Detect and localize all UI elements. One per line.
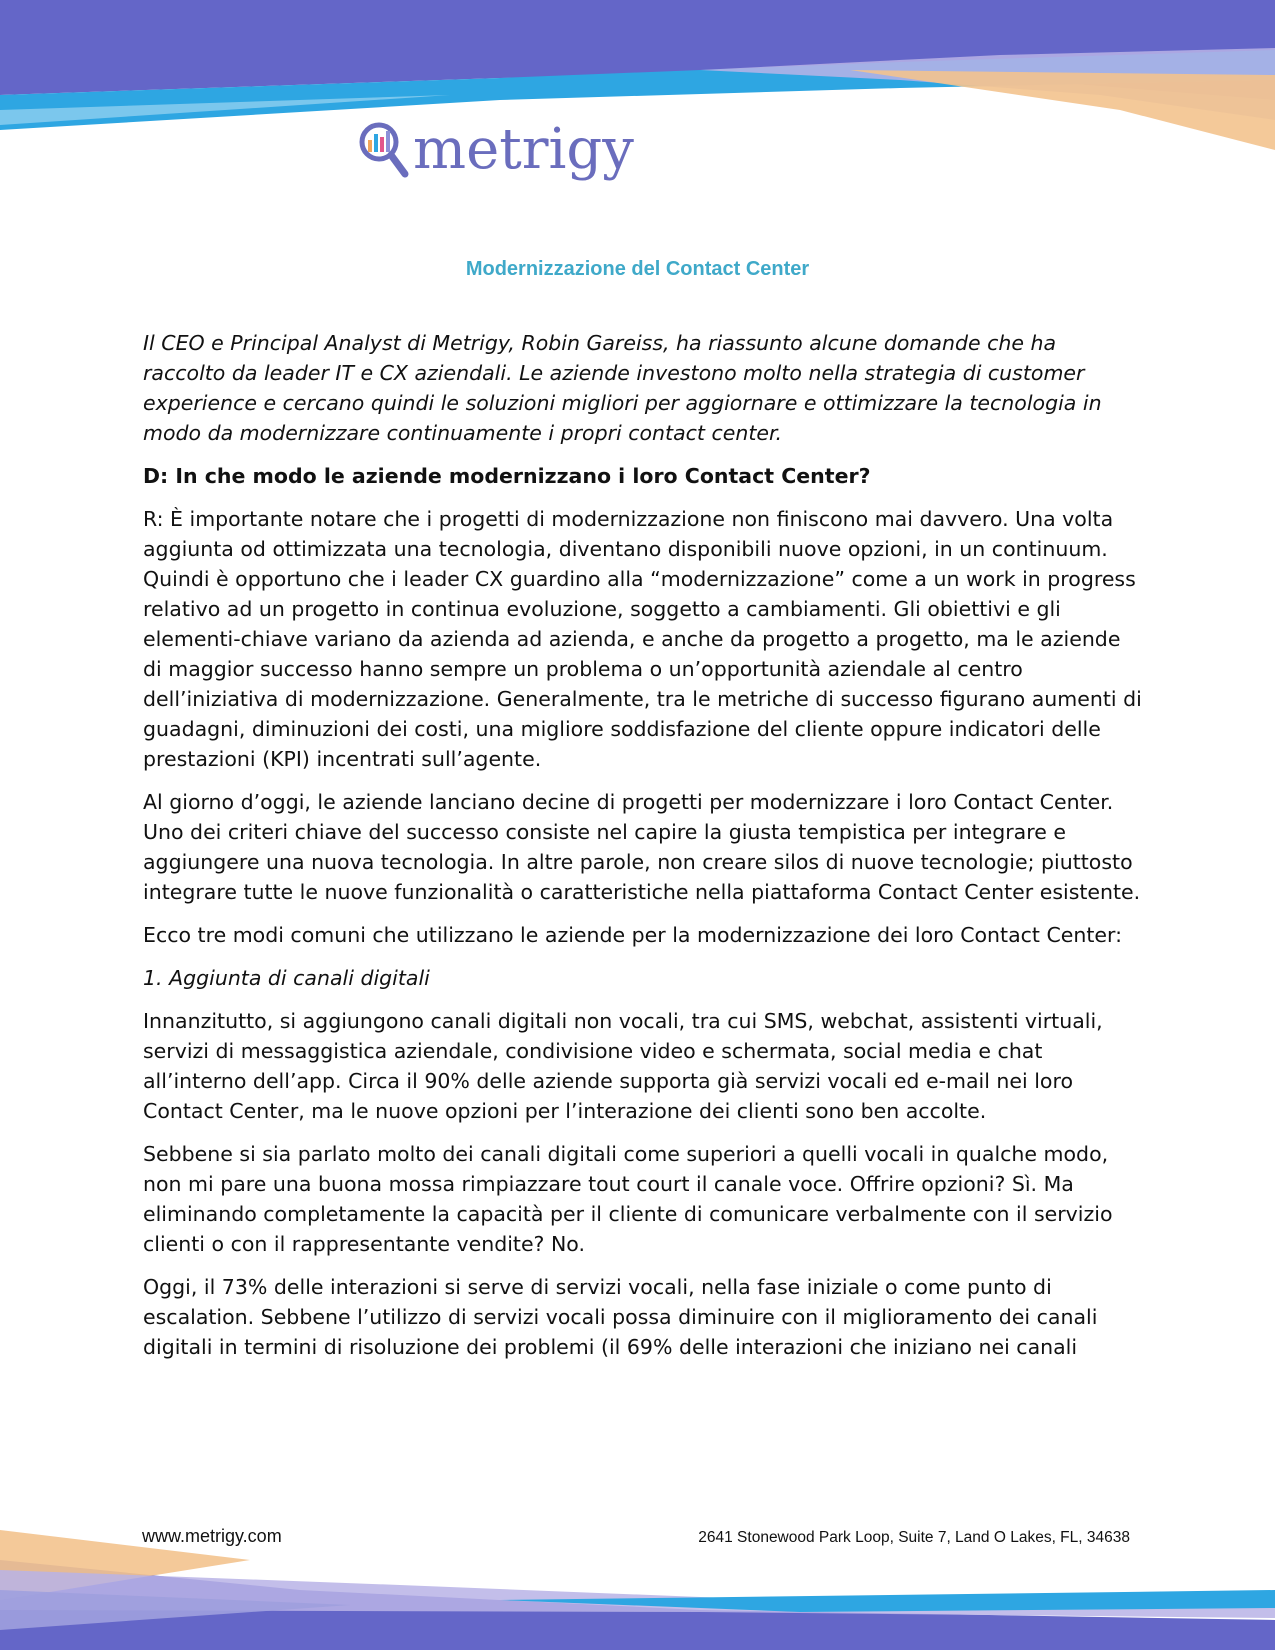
answer-paragraph: R: È importante notare che i progetti di modernizzazione non finiscono mai davvero. Una volta aggiunta od ottimizzata una tecnologia, diventano disponibili nuove opzioni, in un continuum. Quindi è opportuno che i leader CX guardino alla “modernizzazione” come a un work in progress relativo ad un progetto in continua evoluzione, soggetto a cambiamenti. Gli obiettivi e gli elementi-chiave variano da azienda ad azienda, e anche da progetto a progetto, ma le aziende di maggior successo hanno sempre un problema o un’opportunità aziendale al centro dell’iniziativa di modernizzazione. Generalmente, tra le metriche di successo figurano aumenti di guadagni, diminuzioni dei costi, una migliore soddisfazione del cliente oppure indicatori delle prestazioni (KPI) incentrati sull’agente. [143, 507, 1142, 771]
header-decorative-band [0, 0, 1275, 150]
intro-paragraph: Il CEO e Principal Analyst di Metrigy, Robin Gareiss, ha riassunto alcune domande che ha raccolto da leader IT e CX aziendali. Le aziende investono molto nella strategia di customer experience e cercano quindi le soluzioni migliori per aggiornare e ottimizzare la tecnologia in modo da modernizzare continuamente i propri contact center. [143, 331, 1102, 445]
body-paragraph: Ecco tre modi comuni che utilizzano le aziende per la modernizzazione dei loro Contact Center: [143, 923, 1123, 947]
footer-address: 2641 Stonewood Park Loop, Suite 7, Land O Lakes, FL, 34638 [698, 1529, 1130, 1546]
body-paragraph: Sebbene si sia parlato molto dei canali digitali come superiori a quelli vocali in qualche modo, non mi pare una buona mossa rimpiazzare tout court il canale voce. Offrire opzioni? Sì. Ma eliminando completamente la capacità per il cliente di comunicare verbalmente con il servizio clienti o con il rappresentante vendite? No. [143, 1142, 1113, 1256]
body-paragraph: Oggi, il 73% delle interazioni si serve di servizi vocali, nella fase iniziale o come punto di escalation. Sebbene l’utilizzo di servizi vocali possa diminuire con il miglioramento dei canali digitali in termini di risoluzione dei problemi (il 69% delle interazioni che iniziano nei canali [143, 1275, 1098, 1359]
body-paragraph: Al giorno d’oggi, le aziende lanciano decine di progetti per modernizzare i loro Contact Center. Uno dei criteri chiave del successo consiste nel capire la giusta tempistica per integrare e aggiungere una nuova tecnologia. In altre parole, non creare silos di nuove tecnologie; piuttosto integrare tutte le nuove funzionalità o caratteristiche nella piattaforma Contact Center esistente. [143, 790, 1141, 904]
footer-decorative-band [0, 1530, 1275, 1650]
question-heading: D: In che modo le aziende modernizzano i loro Contact Center? [143, 464, 871, 488]
brand-name: metrigy [413, 117, 634, 182]
metrigy-logo [355, 118, 634, 182]
document-title: Modernizzazione del Contact Center [465, 258, 810, 280]
subheading: 1. Aggiunta di canali digitali [143, 966, 430, 990]
magnifier-chart-icon [355, 118, 411, 182]
body-paragraph: Innanzitutto, si aggiungono canali digitali non vocali, tra cui SMS, webchat, assistenti virtuali, servizi di messaggistica aziendale, condivisione video e schermata, social media e chat all’interno dell’app. Circa il 90% delle aziende supporta già servizi vocali ed e-mail nei loro Contact Center, ma le nuove opzioni per l’interazione dei clienti sono ben accolte. [143, 1009, 1103, 1123]
document-body [143, 328, 1143, 1375]
footer-website-link[interactable]: www.metrigy.com [142, 1526, 282, 1546]
